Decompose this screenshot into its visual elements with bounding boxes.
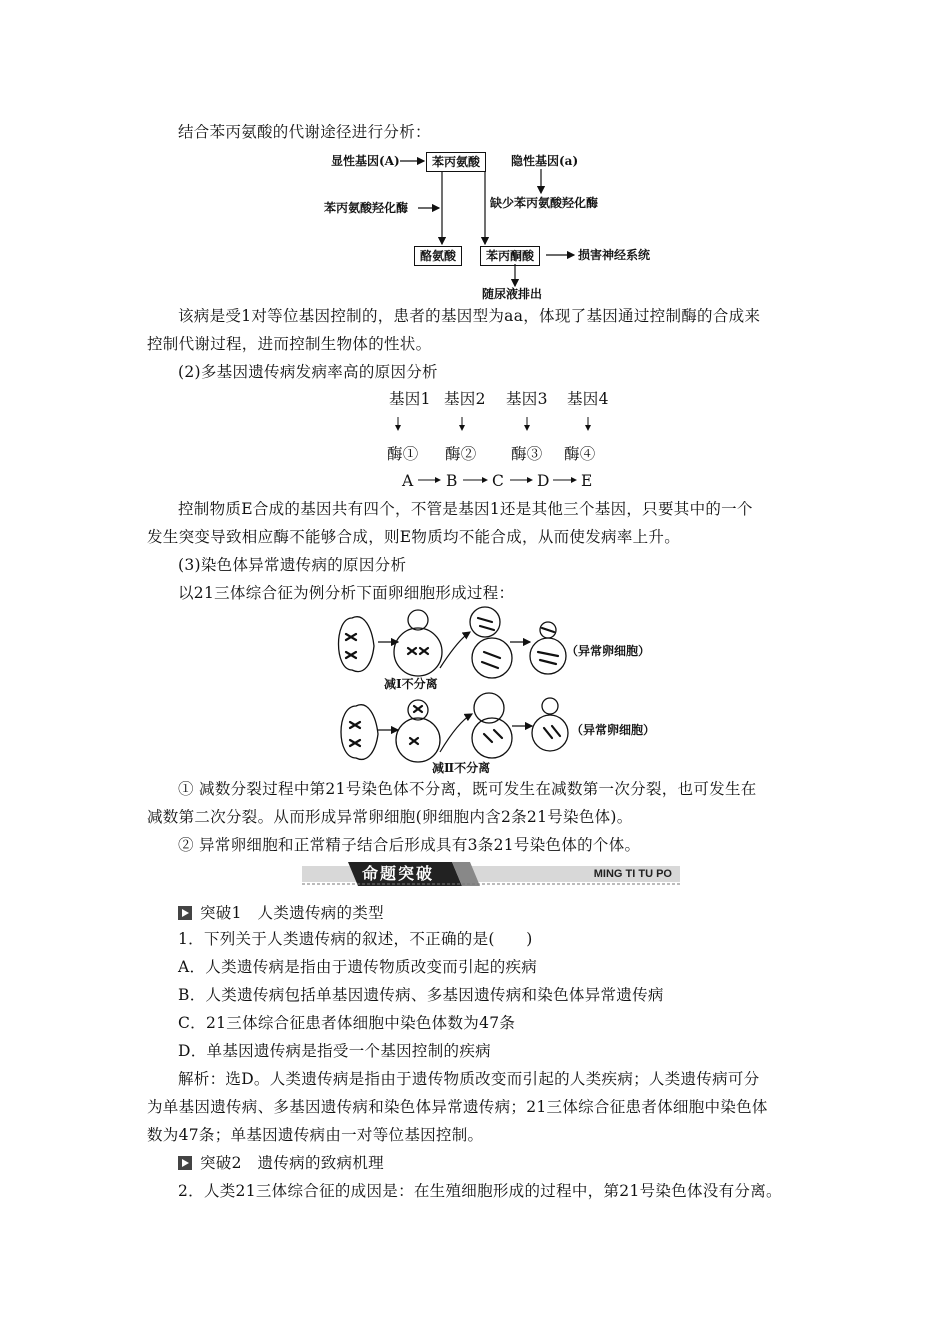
q1-analysis-line2: 为单基因遗传病、多基因遗传病和染色体异常遗传病；21三体综合征患者体细胞中染色体: [147, 1098, 768, 1116]
tyrosine-box: 酪氨酸: [414, 246, 462, 266]
hydroxylase-label: 苯丙氨酸羟化酶: [324, 201, 409, 215]
q1-option-b: B．人类遗传病包括单基因遗传病、多基因遗传病和染色体异常遗传病: [178, 986, 664, 1004]
heading-3: (3)染色体异常遗传病的原因分析: [178, 556, 407, 574]
phenylpyruvate-box: 苯丙酮酸: [480, 246, 540, 266]
section-2-heading: [178, 1152, 384, 1174]
q1-analysis-line1: 解析：选D。人类遗传病是指由于遗传物质改变而引起的人类疾病；人类遗传病可分: [178, 1070, 760, 1088]
note-1-line2: 减数第二次分裂。从而形成异常卵细胞(卵细胞内含2条21号染色体)。: [147, 808, 633, 826]
q1-stem: 1．下列关于人类遗传病的叙述，不正确的是( ): [178, 930, 533, 948]
q1-option-c: C．21三体综合征患者体细胞中染色体数为47条: [178, 1014, 516, 1032]
q1-option-d: D．单基因遗传病是指受一个基因控制的疾病: [178, 1042, 491, 1060]
p3-text: 以21三体综合征为例分析下面卵细胞形成过程：: [178, 584, 515, 602]
banner-pinyin: MING TI TU PO: [593, 868, 672, 880]
substance-c: C: [492, 472, 505, 490]
gene-4-label: 基因4: [567, 390, 609, 408]
excreted-label: 随尿液排出: [482, 287, 543, 301]
enzyme-4-label: 酶④: [564, 445, 596, 463]
caption-meiosis-2: 减Ⅱ不分离: [432, 761, 491, 775]
substance-d: D: [537, 472, 550, 490]
damage-label: 损害神经系统: [578, 248, 651, 262]
substance-a: A: [402, 472, 414, 490]
gene-3-label: 基因3: [506, 390, 548, 408]
substance-b: B: [446, 472, 458, 490]
p2-line1: 控制物质E合成的基因共有四个，不管是基因1还是其他三个基因，只要其中的一个: [178, 500, 753, 518]
abnormal-egg-label-1: （异常卵细胞）: [566, 644, 651, 658]
p1-line2: 控制代谢过程，进而控制生物体的性状。: [147, 335, 432, 353]
section-1-heading: [178, 902, 384, 924]
enzyme-1-label: 酶①: [387, 445, 419, 463]
note-1-line1: ① 减数分裂过程中第21号染色体不分离，既可发生在减数第一次分裂，也可发生在: [178, 780, 757, 798]
abnormal-egg-label-2: （异常卵细胞）: [571, 723, 656, 737]
q1-analysis-line3: 数为47条；单基因遗传病由一对等位基因控制。: [147, 1126, 484, 1144]
section-2-text: 突破2 遗传病的致病机理: [200, 1154, 384, 1172]
lack-hydroxylase-label: 缺少苯丙氨酸羟化酶: [490, 196, 599, 210]
q2-stem: 2．人类21三体综合征的成因是：在生殖细胞形成的过程中，第21号染色体没有分离。: [178, 1182, 782, 1200]
section-banner: [302, 862, 680, 886]
intro-text: 结合苯丙氨酸的代谢途径进行分析：: [178, 123, 431, 141]
dominant-gene-label: 显性基因(A): [331, 154, 400, 168]
heading-2: (2)多基因遗传病发病率高的原因分析: [178, 363, 438, 381]
enzyme-2-label: 酶②: [445, 445, 477, 463]
caption-meiosis-1: 减Ⅰ不分离: [384, 677, 438, 691]
enzyme-3-label: 酶③: [511, 445, 543, 463]
play-icon: [178, 906, 192, 920]
phenylalanine-box: 苯丙氨酸: [426, 152, 486, 172]
recessive-gene-label: 隐性基因(a): [511, 154, 579, 168]
banner-title: 命题突破: [362, 864, 435, 883]
gene-2-label: 基因2: [444, 390, 486, 408]
substance-e: E: [581, 472, 593, 490]
play-icon: [178, 1156, 192, 1170]
note-2: ② 异常卵细胞和正常精子结合后形成具有3条21号染色体的个体。: [178, 836, 641, 854]
section-1-text: 突破1 人类遗传病的类型: [200, 904, 384, 922]
p1-line1: 该病是受1对等位基因控制的，患者的基因型为aa，体现了基因通过控制酶的合成来: [178, 307, 761, 325]
p2-line2: 发生突变导致相应酶不能够合成，则E物质均不能合成，从而使发病率上升。: [147, 528, 681, 546]
q1-option-a: A．人类遗传病是指由于遗传物质改变而引起的疾病: [178, 958, 538, 976]
gene-1-label: 基因1: [389, 390, 431, 408]
